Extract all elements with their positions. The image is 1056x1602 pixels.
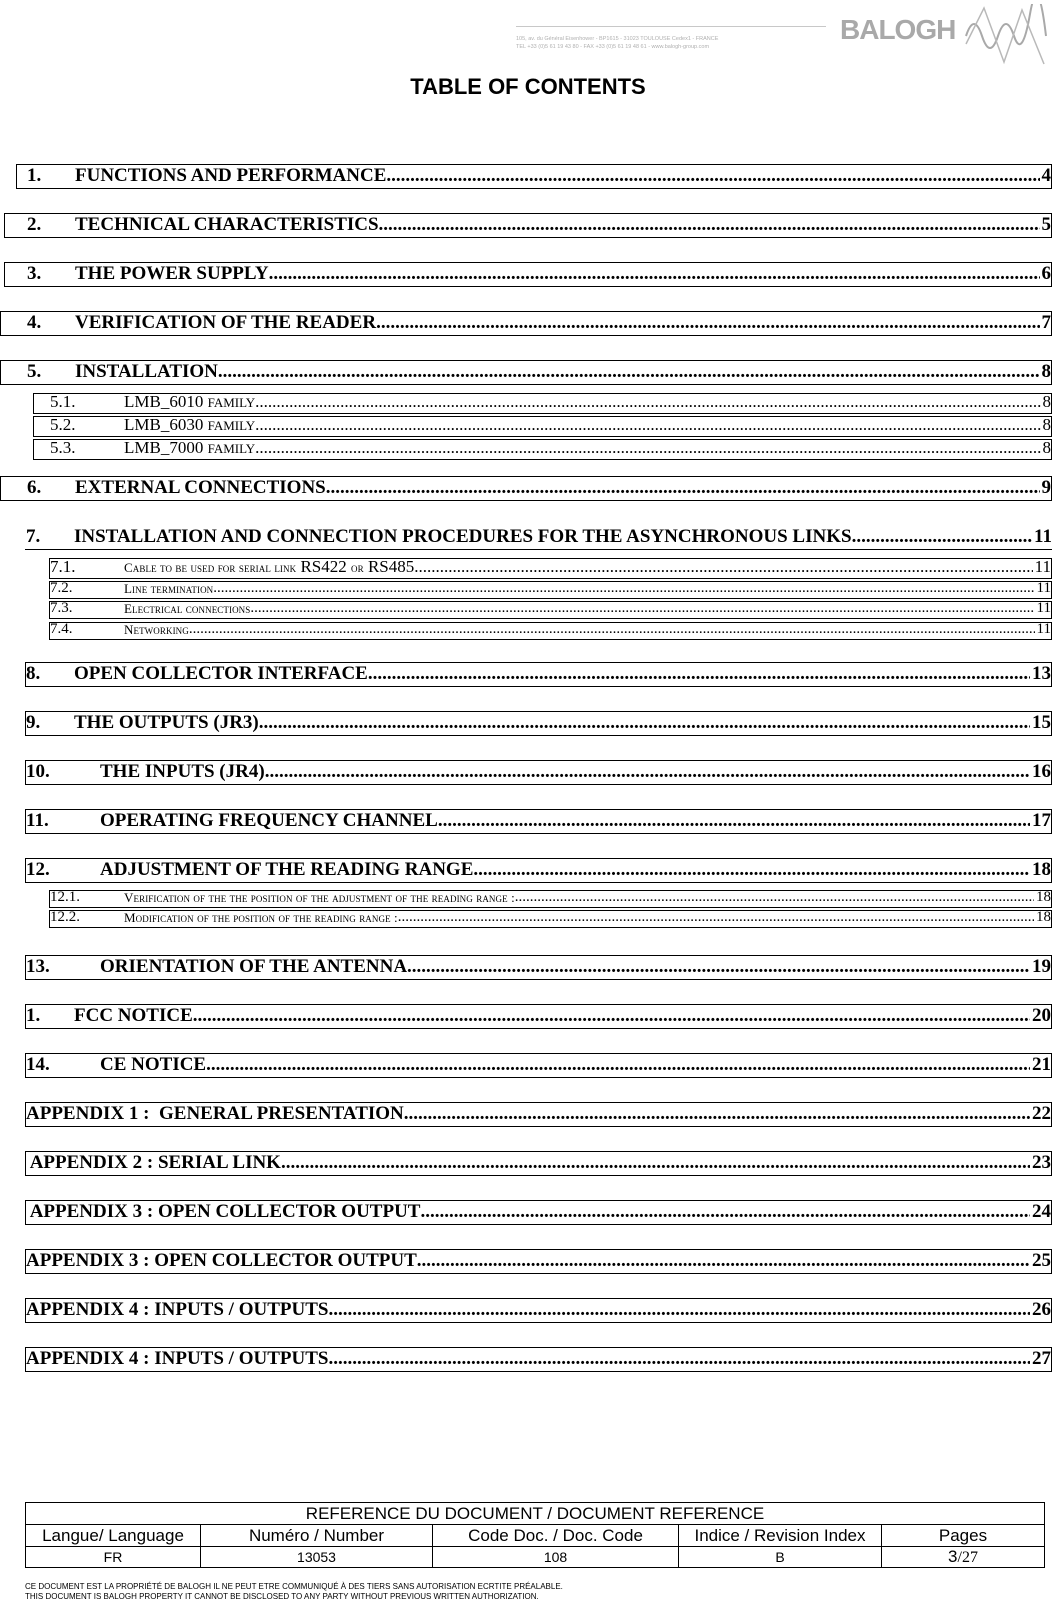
toc-entry-9[interactable] <box>25 711 1052 736</box>
toc-appendix-3b[interactable] <box>25 1249 1052 1274</box>
document-reference-table <box>25 1502 1045 1568</box>
toc-page: 11 <box>1036 622 1051 637</box>
toc-title: THE OUTPUTS (JR3) <box>74 712 259 733</box>
toc-appendix-1[interactable] <box>25 1102 1052 1127</box>
toc-leader <box>328 1299 1030 1321</box>
toc-page: 24 <box>1032 1201 1051 1222</box>
toc-title: LMB_6030 FAMILY <box>124 416 256 434</box>
toc-page: 27 <box>1032 1348 1051 1369</box>
toc-leader <box>255 393 1040 412</box>
toc-number: 9. <box>26 712 41 733</box>
toc-leader <box>438 810 1030 832</box>
toc-number: 12.2. <box>50 910 80 925</box>
toc-appendix-3a[interactable] <box>25 1200 1052 1225</box>
toc-entry-2[interactable] <box>4 213 1052 238</box>
toc-number: 4. <box>27 312 42 333</box>
toc-number: 8. <box>26 663 41 684</box>
toc-title: THE INPUTS (JR4) <box>100 761 265 782</box>
toc-title: APPENDIX 3 : OPEN COLLECTOR OUTPUT <box>26 1250 417 1271</box>
toc-number: 13. <box>26 956 50 977</box>
value-language: FR <box>26 1547 201 1568</box>
value-code: 108 <box>433 1547 679 1568</box>
toc-title: CE NOTICE <box>100 1054 207 1075</box>
col-pages: Pages <box>882 1525 1045 1547</box>
toc-entry-fcc[interactable] <box>25 1004 1052 1029</box>
value-number: 13053 <box>201 1547 433 1568</box>
toc-leader <box>407 956 1030 978</box>
toc-leader <box>398 910 1034 926</box>
toc-entry-8[interactable] <box>25 662 1052 687</box>
toc-number: 11. <box>26 810 49 831</box>
toc-title: INSTALLATION AND CONNECTION PROCEDURES FOR THE ASYNCHRONOUS LINKS <box>74 526 852 547</box>
toc-title: Cable to be used for serial link RS422 or RS485 <box>124 558 415 576</box>
logo-text: BALOGH <box>840 14 956 45</box>
toc-leader <box>250 601 1034 617</box>
toc-leader <box>417 1250 1030 1272</box>
toc-leader <box>265 761 1030 783</box>
toc-entry-5-2[interactable] <box>33 416 1052 437</box>
disclaimer-fr: CE DOCUMENT EST LA PROPRIÉTÉ DE BALOGH IL NE PEUT ETRE COMMUNIQUÉ À DES TIERS SANS AUTORISATION ECRTITE PRÉALABLE. <box>25 1582 563 1591</box>
toc-entry-7[interactable] <box>25 525 1052 550</box>
toc-number: 14. <box>26 1054 50 1075</box>
toc-page: 8 <box>1042 393 1051 411</box>
toc-entry-7-3[interactable] <box>49 601 1052 619</box>
toc-page: 8 <box>1042 439 1051 457</box>
toc-appendix-4a[interactable] <box>25 1298 1052 1323</box>
header-address <box>516 36 826 51</box>
disclaimer <box>25 1582 563 1602</box>
col-number: Numéro / Number <box>201 1525 433 1547</box>
toc-number: 7.2. <box>50 581 73 596</box>
toc-entry-5[interactable] <box>0 360 1052 385</box>
address-line-2: TEL +33 (0)5 61 19 43 80 - FAX +33 (0)5 61 19 48 61 - www.balogh-group.com <box>516 43 710 50</box>
toc-number: 2. <box>27 214 42 235</box>
col-language: Langue/ Language <box>26 1525 201 1547</box>
toc-title: FUNCTIONS AND PERFORMANCE <box>75 165 387 186</box>
toc-page: 7 <box>1041 312 1051 333</box>
toc-title: LMB_6010 FAMILY <box>124 393 256 411</box>
toc-number: 1. <box>26 1005 41 1026</box>
toc-number: 7. <box>26 526 41 547</box>
toc-page: 11 <box>1034 558 1051 576</box>
toc-entry-12-1[interactable] <box>49 890 1052 908</box>
page-title: TABLE OF CONTENTS <box>410 74 646 99</box>
toc-title: APPENDIX 3 : OPEN COLLECTOR OUTPUT <box>26 1201 421 1222</box>
toc-number: 7.3. <box>50 601 73 616</box>
toc-page: 6 <box>1041 263 1051 284</box>
toc-leader <box>379 214 1040 236</box>
toc-page: 19 <box>1032 956 1051 977</box>
toc-entry-5-1[interactable] <box>33 393 1052 414</box>
toc-entry-12[interactable] <box>25 858 1052 883</box>
toc-page: 11 <box>1036 581 1051 596</box>
toc-number: 5.1. <box>50 393 76 411</box>
toc-page: 23 <box>1032 1152 1051 1173</box>
toc-title: VERIFICATION OF THE READER <box>75 312 377 333</box>
toc-page: 26 <box>1032 1299 1051 1320</box>
toc-number: 5. <box>27 361 42 382</box>
wave-logo-icon <box>964 4 1048 68</box>
col-code: Code Doc. / Doc. Code <box>433 1525 679 1547</box>
toc-leader <box>386 165 1039 187</box>
toc-title: Networking <box>124 622 189 637</box>
toc-leader <box>189 622 1035 638</box>
toc-page: 8 <box>1042 416 1051 434</box>
toc-title: ORIENTATION OF THE ANTENNA <box>100 956 408 977</box>
toc-entry-14[interactable] <box>25 1053 1052 1078</box>
toc-entry-13[interactable] <box>25 955 1052 980</box>
toc-leader <box>269 263 1040 285</box>
toc-entry-12-2[interactable] <box>49 910 1052 928</box>
balogh-logo <box>840 4 1048 68</box>
toc-entry-10[interactable] <box>25 760 1052 785</box>
toc-leader <box>376 312 1039 334</box>
toc-leader <box>218 361 1040 383</box>
toc-page: 16 <box>1032 761 1051 782</box>
toc-page: 17 <box>1032 810 1051 831</box>
toc-leader <box>255 416 1040 435</box>
toc-page: 13 <box>1032 663 1051 684</box>
toc-title: LMB_7000 FAMILY <box>124 439 256 457</box>
toc-leader <box>281 1152 1030 1174</box>
toc-entry-5-3[interactable] <box>33 439 1052 460</box>
toc-leader <box>328 1348 1030 1370</box>
header-rule <box>516 26 826 27</box>
toc-appendix-4b[interactable] <box>25 1347 1052 1372</box>
value-pages <box>882 1547 1045 1568</box>
toc-entry-1[interactable] <box>16 164 1052 189</box>
toc-number: 1. <box>27 165 42 186</box>
toc-number: 3. <box>27 263 42 284</box>
toc-page: 4 <box>1041 165 1051 186</box>
toc-page: 18 <box>1032 859 1051 880</box>
toc-title: INSTALLATION <box>75 361 218 382</box>
toc-leader <box>193 1005 1030 1027</box>
toc-leader <box>473 859 1030 881</box>
total-pages: /27 <box>957 1549 978 1566</box>
toc-title: APPENDIX 2 : SERIAL LINK <box>26 1152 281 1173</box>
toc-entry-6[interactable] <box>0 476 1052 501</box>
toc-leader <box>206 1054 1030 1076</box>
toc-page: 18 <box>1036 910 1051 925</box>
toc-title: OPERATING FREQUENCY CHANNEL <box>100 810 438 831</box>
toc-page: 21 <box>1032 1054 1051 1075</box>
toc-leader <box>420 1201 1030 1223</box>
toc-title: EXTERNAL CONNECTIONS <box>75 477 326 498</box>
toc-number: 6. <box>27 477 42 498</box>
toc-title: APPENDIX 1 : GENERAL PRESENTATION <box>26 1103 404 1124</box>
toc-page: 22 <box>1032 1103 1051 1124</box>
toc-entry-11[interactable] <box>25 809 1052 834</box>
toc-number: 10. <box>26 761 50 782</box>
toc-title: FCC NOTICE <box>74 1005 193 1026</box>
current-page: 3 <box>948 1547 958 1566</box>
toc-page: 9 <box>1041 477 1051 498</box>
col-index: Indice / Revision Index <box>679 1525 882 1547</box>
disclaimer-en: THIS DOCUMENT IS BALOGH PROPERTY IT CANNOT BE DISCLOSED TO ANY PARTY WITHOUT PREVIOUS WRITTEN AUTHORIZATION. <box>25 1592 539 1601</box>
toc-title: OPEN COLLECTOR INTERFACE <box>74 663 368 684</box>
toc-title: Verification of the the position of the adjustment of the reading range : <box>124 890 515 905</box>
toc-leader <box>852 526 1032 548</box>
toc-page: 25 <box>1032 1250 1051 1271</box>
toc-entry-3[interactable] <box>4 262 1052 287</box>
toc-number: 12.1. <box>50 890 80 905</box>
toc-leader <box>414 558 1032 577</box>
toc-page: 11 <box>1036 601 1051 616</box>
toc-entry-7-4[interactable] <box>49 622 1052 640</box>
toc-appendix-2[interactable] <box>25 1151 1052 1176</box>
toc-title: APPENDIX 4 : INPUTS / OUTPUTS <box>26 1348 329 1369</box>
toc-entry-7-2[interactable] <box>49 581 1052 599</box>
toc-title: ADJUSTMENT OF THE READING RANGE <box>100 859 474 880</box>
toc-number: 5.2. <box>50 416 76 434</box>
toc-title: Line termination <box>124 581 214 596</box>
toc-title: THE POWER SUPPLY <box>75 263 269 284</box>
toc-title: APPENDIX 4 : INPUTS / OUTPUTS <box>26 1299 329 1320</box>
toc-page: 15 <box>1032 712 1051 733</box>
toc-leader <box>259 712 1030 734</box>
toc-leader <box>404 1103 1030 1125</box>
toc-leader <box>326 477 1040 499</box>
value-index: B <box>679 1547 882 1568</box>
toc-page: 20 <box>1032 1005 1051 1026</box>
toc-number: 5.3. <box>50 439 76 457</box>
toc-page: 8 <box>1041 361 1051 382</box>
toc-entry-4[interactable] <box>0 311 1052 336</box>
toc-title: Electrical connections <box>124 601 251 616</box>
toc-page: 11 <box>1034 526 1052 547</box>
toc-leader <box>213 581 1034 597</box>
toc-number: 12. <box>26 859 50 880</box>
address-line-1: 105, av. du Général Eisenhower - BP1615 - 31023 TOULOUSE Cedex1 - FRANCE <box>516 36 719 42</box>
toc-page: 18 <box>1036 890 1051 905</box>
toc-number: 7.1. <box>50 558 76 576</box>
toc-leader <box>368 663 1030 685</box>
toc-entry-7-1[interactable] <box>49 558 1052 579</box>
toc-title: TECHNICAL CHARACTERISTICS <box>75 214 379 235</box>
toc-page: 5 <box>1041 214 1051 235</box>
toc-leader <box>515 890 1034 906</box>
toc-leader <box>255 439 1040 458</box>
toc-number: 7.4. <box>50 622 73 637</box>
reference-heading: REFERENCE DU DOCUMENT / DOCUMENT REFERENCE <box>26 1503 1045 1525</box>
toc-title: Modification of the position of the reading range : <box>124 910 398 925</box>
